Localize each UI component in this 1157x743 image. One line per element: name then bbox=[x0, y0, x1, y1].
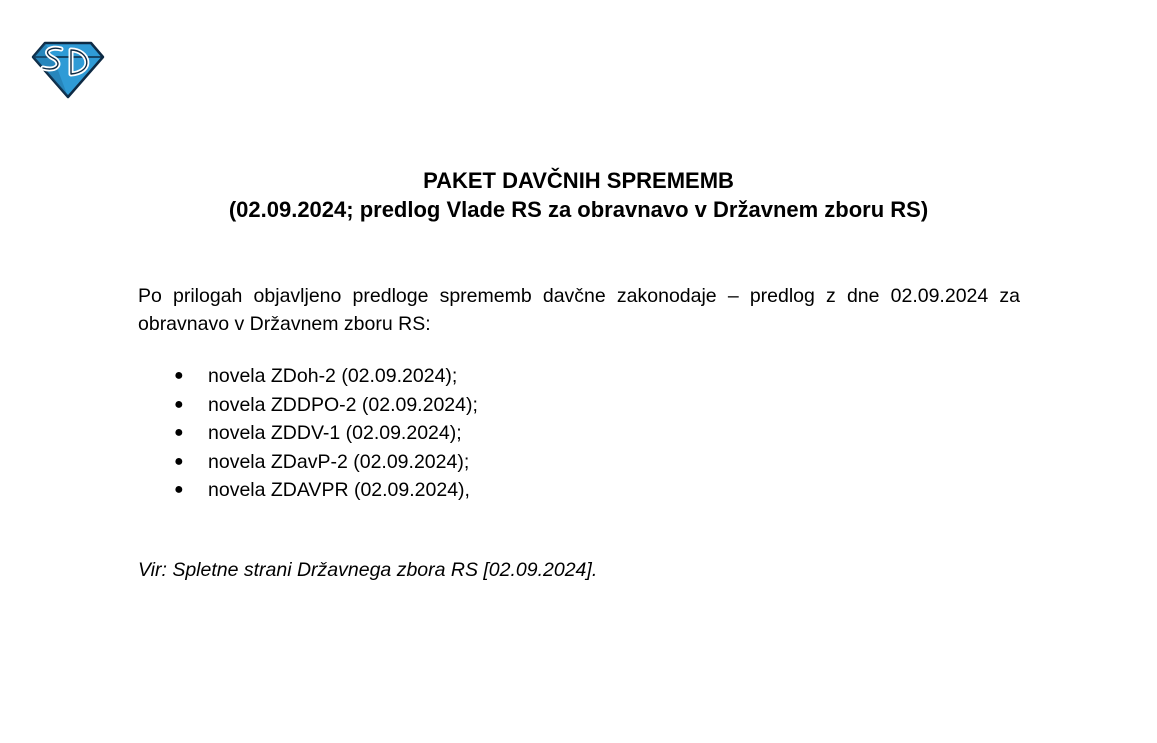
list-item-text: novela ZDDV-1 (02.09.2024); bbox=[208, 422, 462, 444]
list-item bbox=[138, 476, 1020, 505]
title-line-1: PAKET DAVČNIH SPREMEMB bbox=[423, 168, 734, 193]
bullet-icon: ● bbox=[174, 424, 184, 441]
source-note: Vir: Spletne strani Državnega zbora RS [02.09.2024]. bbox=[138, 559, 598, 581]
intro-paragraph: Po prilogah objavljeno predloge sprememb davčne zakonodaje – predlog z dne 02.09.2024 za obravnavo v Državnem zboru RS: bbox=[138, 285, 1020, 335]
bullet-icon: ● bbox=[174, 481, 184, 498]
sd-logo bbox=[31, 40, 105, 100]
list-item bbox=[138, 448, 1020, 477]
list-item bbox=[138, 362, 1020, 391]
sd-diamond-logo-icon bbox=[31, 40, 105, 100]
list-item-text: novela ZDAVPR (02.09.2024), bbox=[208, 479, 470, 501]
bullet-icon: ● bbox=[174, 452, 184, 470]
bullet-icon: ● bbox=[174, 395, 184, 413]
bullet-icon: ● bbox=[174, 367, 184, 384]
title-line-2: (02.09.2024; predlog Vlade RS za obravnavo v Državnem zboru RS) bbox=[228, 197, 929, 222]
list-item-text: novela ZDDPO-2 (02.09.2024); bbox=[208, 393, 478, 416]
document-title bbox=[0, 166, 1157, 224]
list-item bbox=[138, 419, 1020, 448]
list-item bbox=[138, 391, 1020, 420]
amendment-list bbox=[138, 362, 1020, 505]
list-item-text: novela ZDoh-2 (02.09.2024); bbox=[208, 365, 458, 387]
list-item-text: novela ZDavP-2 (02.09.2024); bbox=[208, 450, 470, 473]
